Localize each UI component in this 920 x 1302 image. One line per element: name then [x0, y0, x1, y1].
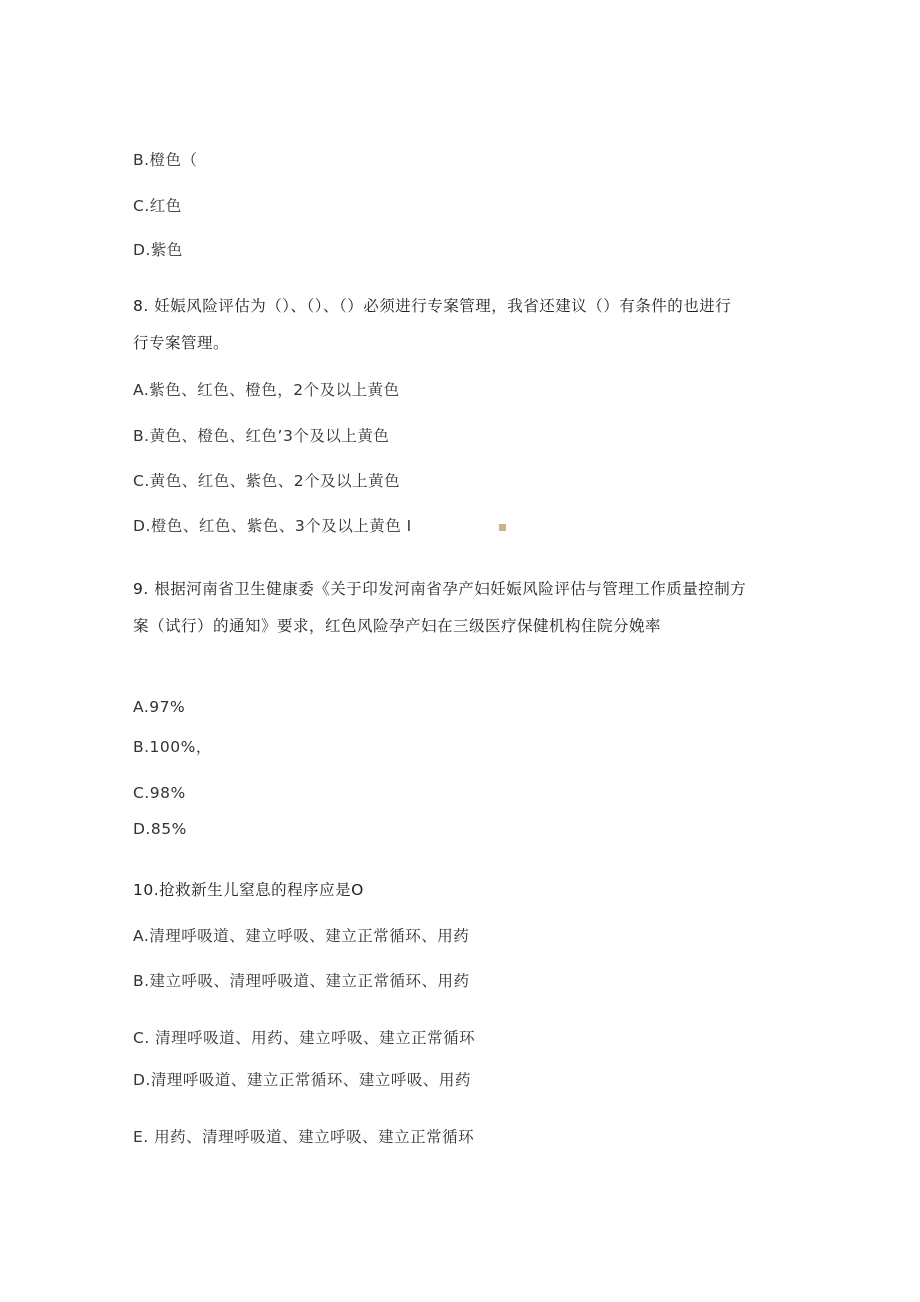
question-8-stem-line2: 行专案管理。 — [133, 334, 230, 352]
option-10e: E. 用药、清理呼吸道、建立呼吸、建立正常循环 — [133, 1128, 475, 1146]
option-8b: B.黄色、橙色、红色’3个及以上黄色 — [133, 427, 390, 445]
option-10c: C. 清理呼吸道、用药、建立呼吸、建立正常循环 — [133, 1029, 476, 1047]
question-10-stem: 10.抢救新生儿窒息的程序应是O — [133, 881, 364, 899]
question-8-stem-line1: 8. 妊娠风险评估为（）、（）、（）必须进行专案管理，我省还建议（）有条件的也进行 — [133, 297, 732, 315]
option-8c: C.黄色、红色、紫色、2个及以上黄色 — [133, 472, 401, 490]
option-7c: C.红色 — [133, 197, 182, 215]
option-8d: D.橙色、红色、紫色、3个及以上黄色 I — [133, 517, 412, 535]
option-9b: B.100%， — [133, 738, 212, 756]
option-7d: D.紫色 — [133, 241, 183, 259]
question-9-stem-line1: 9. 根据河南省卫生健康委《关于印发河南省孕产妇妊娠风险评估与管理工作质量控制方 — [133, 580, 747, 598]
option-9c: C.98% — [133, 784, 186, 802]
decorative-square-mark — [499, 524, 506, 531]
option-10b: B.建立呼吸、清理呼吸道、建立正常循环、用药 — [133, 972, 470, 990]
question-9-stem-line2: 案（试行）的通知》要求，红色风险孕产妇在三级医疗保健机构住院分娩率 — [133, 617, 662, 635]
option-9a: A.97% — [133, 698, 186, 716]
option-10d: D.清理呼吸道、建立正常循环、建立呼吸、用药 — [133, 1071, 471, 1089]
option-8a: A.紫色、红色、橙色，2个及以上黄色 — [133, 381, 400, 399]
option-10a: A.清理呼吸道、建立呼吸、建立正常循环、用药 — [133, 927, 470, 945]
option-7b: B.橙色（ — [133, 151, 198, 169]
option-9d: D.85% — [133, 820, 187, 838]
